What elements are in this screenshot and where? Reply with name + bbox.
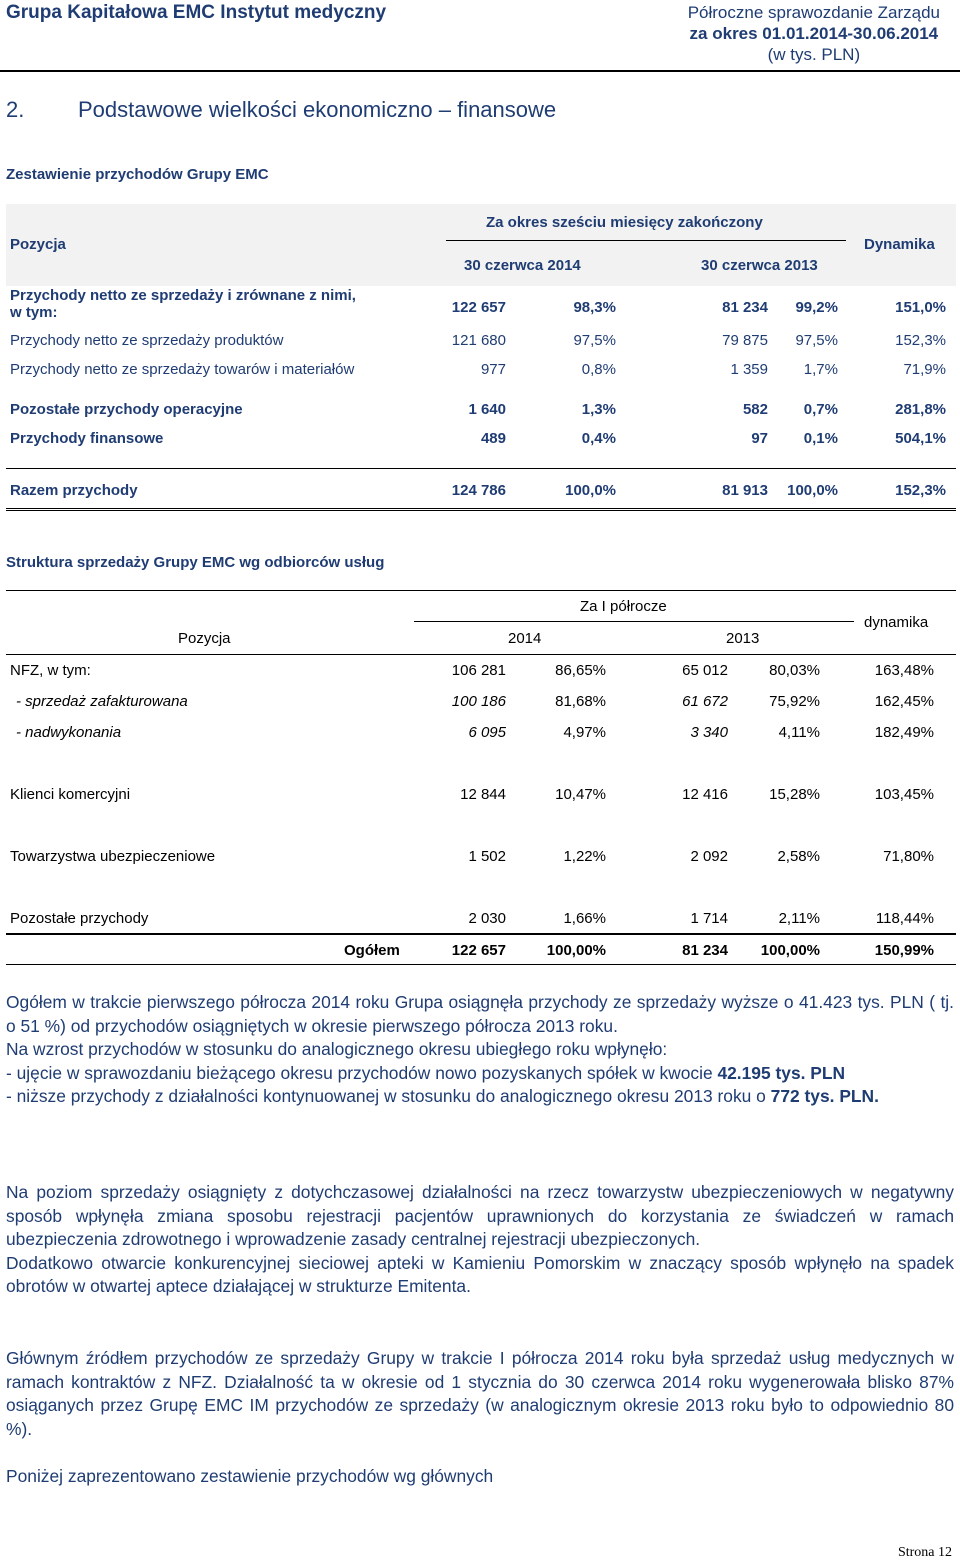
cell-value-2013: 2 092 [690,848,728,865]
cell-pct-2013: 97,5% [795,332,838,349]
cell-pct-2013: 2,11% [778,910,820,927]
table-row-label: Pozostałe przychody [10,910,149,927]
table1-head-rule [446,240,846,241]
header-rule [0,70,960,72]
table-row-label: Towarzystwa ubezpieczeniowe [10,848,216,865]
cell-pct-2014: 4,97% [563,724,606,741]
table2-head-dynamika: dynamika [864,614,929,631]
cell-value-2013: 65 012 [682,662,728,679]
para-text: Ogółem w trakcie pierwszego półrocza 2014 roku Grupa osiągnęła przychody ze sprzedaży wyższe o 41.423 tys. PLN ( tj. o 51 %) od przychodów osiągniętych w okresie pierwszego półrocza 2013 roku. [6,992,954,1036]
cell-pct-2014: 100,0% [565,482,616,499]
cell-pct-2013: 80,03% [769,662,820,679]
cell-pct-2013: 100,00% [760,942,820,959]
table2-head-pozycja: Pozycja [178,630,231,647]
cell-value-2014: 489 [480,430,506,447]
cell-dynamika: 103,45% [874,786,934,803]
cell-value-2013: 12 416 [682,786,728,803]
para-text [6,1062,954,1086]
para-text [6,1085,954,1109]
cell-dynamika: 118,44% [875,910,934,927]
nfz-paragraph [6,1347,954,1441]
table-row-label: Przychody finansowe [10,430,164,447]
cell-dynamika: 71,9% [903,361,946,378]
report-title-line3: (w tys. PLN) [767,45,861,64]
cell-pct-2013: 15,28% [769,786,820,803]
table-row-label: - sprzedaż zafakturowana [16,693,188,710]
cell-value-2013: 81 913 [722,482,768,499]
cell-pct-2014: 0,4% [581,430,616,447]
table-row-label: Przychody netto ze sprzedaży towarów i materiałów [10,361,355,378]
total-top-rule [6,468,956,469]
table2-head-rule [414,621,854,622]
cell-pct-2013: 0,1% [803,430,838,447]
cell-value-2014: 124 786 [451,482,506,499]
report-title-line2: za okres 01.01.2014-30.06.2014 [689,24,939,43]
cell-pct-2014: 1,22% [563,848,606,865]
cell-pct-2013: 100,0% [787,482,838,499]
cell-pct-2014: 97,5% [573,332,616,349]
cell-value-2014: 106 281 [451,662,506,679]
para-bold-amount: 772 tys. PLN. [770,1086,879,1106]
para-text-part: - ujęcie w sprawozdaniu bieżącego okresu przychodów nowo pozyskanych spółek w kwocie [6,1062,718,1083]
cell-value-2013: 582 [742,401,768,418]
cell-dynamika: 71,80% [883,848,934,865]
row-label-line2: w tym: [10,304,58,321]
closing-paragraph [6,1465,954,1489]
cell-pct-2014: 0,8% [581,361,616,378]
para-text: Poniżej zaprezentowano zestawienie przychodów wg głównych [6,1466,494,1486]
cell-value-2013: 97 [751,430,768,447]
cell-value-2014: 12 844 [460,786,506,803]
cell-dynamika: 163,48% [874,662,934,679]
cell-value-2013: 79 875 [722,332,768,349]
section-title: Podstawowe wielkości ekonomiczno – finansowe [78,97,557,122]
cell-dynamika: 162,45% [874,693,934,710]
para-bold-amount: 42.195 tys. PLN [717,1062,846,1083]
table1-head-2014: 30 czerwca 2014 [464,257,581,274]
table1-head-2013: 30 czerwca 2013 [701,257,818,274]
cell-value-2014: 2 030 [468,910,506,927]
table2-head-period: Za I półrocze [580,598,667,615]
table2-head-bottom-rule [6,654,956,655]
cell-value-2014: 100 186 [451,693,506,710]
cell-dynamika: 150,99% [874,942,934,959]
summary-paragraph [6,991,954,1109]
table1-head-dynamika: Dynamika [864,236,935,253]
para-text: Głównym źródłem przychodów ze sprzedaży Grupy w trakcie I półrocza 2014 roku była sprzedaż usług medycznych w ramach kontraktów z NFZ. Działalność ta w okresie od 1 stycznia do 30 czerwca 2014 roku wygenerowała blisko 87% osiąganych przez Grupę EMC IM przychodów ze sprzedaży (w analogicznym okresie 2013 roku było to odpowiednio 80 %). [6,1348,954,1439]
table2-head-2013: 2013 [726,630,760,647]
cell-pct-2014: 98,3% [573,299,616,316]
section-number: 2. [6,97,25,122]
cell-value-2014: 121 680 [451,332,506,349]
cell-value-2014: 6 095 [468,724,506,741]
cell-pct-2013: 75,92% [769,693,820,710]
cell-value-2013: 1 714 [690,910,728,927]
cell-dynamika: 281,8% [895,401,946,418]
company-name: Grupa Kapitałowa EMC Instytut medyczny [6,2,387,23]
table2-caption: Struktura sprzedaży Grupy EMC wg odbiorców usług [6,554,385,571]
insurance-paragraph [6,1181,954,1299]
cell-dynamika: 151,0% [895,299,946,316]
table1-caption: Zestawienie przychodów Grupy EMC [6,166,269,183]
cell-value-2014: 1 640 [468,401,506,418]
cell-pct-2013: 99,2% [795,299,838,316]
report-title [688,2,940,65]
table1-head-period: Za okres sześciu miesięcy zakończony [486,214,763,231]
table-row-label: - nadwykonania [16,724,122,741]
table1-head-pozycja: Pozycja [10,236,66,253]
cell-pct-2014: 1,3% [581,401,616,418]
cell-pct-2013: 4,11% [778,724,820,741]
cell-value-2014: 122 657 [451,942,506,959]
sales-structure-table [6,590,956,970]
cell-pct-2014: 10,47% [555,786,606,803]
page-number: Strona 12 [897,1545,952,1560]
table2-top-rule [6,590,956,591]
cell-value-2013: 1 359 [730,361,768,378]
cell-value-2013: 61 672 [682,693,728,710]
cell-value-2013: 81 234 [722,299,768,316]
total-top-rule [6,933,956,935]
cell-dynamika: 504,1% [895,430,946,447]
cell-dynamika: 152,3% [895,332,946,349]
table-row-label: Przychody netto ze sprzedaży produktów [10,332,284,349]
total-bottom-rule [6,508,956,511]
table-row-label [10,287,356,321]
cell-pct-2014: 81,68% [555,693,606,710]
table-row-label: Razem przychody [10,482,138,499]
cell-value-2014: 977 [480,361,506,378]
table2-head-2014: 2014 [508,630,542,647]
cell-pct-2014: 86,65% [555,662,606,679]
cell-value-2013: 3 340 [690,724,728,741]
table2-bottom-rule [6,964,956,965]
cell-pct-2013: 0,7% [803,401,838,418]
cell-pct-2014: 1,66% [563,910,606,927]
cell-dynamika: 182,49% [874,724,934,741]
table-row-label: Pozostałe przychody operacyjne [10,401,243,418]
revenue-table [6,204,956,524]
para-text: Dodatkowo otwarcie konkurencyjnej sieciowej apteki w Kamieniu Pomorskim w znaczący sposób wpłynęło na spadek obrotów w otwartej aptece działającej w strukturze Emitenta. [6,1252,954,1296]
para-text: Na poziom sprzedaży osiągnięty z dotychczasowej działalności na rzecz towarzystw ubezpieczeniowych w negatywny sposób wpłynęła zmiana sposobu rejestracji pacjentów uprawnionych do korzystania ze świadczeń w ramach ubezpieczenia zdrowotnego i wprowadzenie zasady centralnej rejestracji ubezpieczonych. [6,1182,954,1249]
cell-value-2013: 81 234 [682,942,728,959]
table-row-label: Klienci komercyjni [10,786,131,803]
table-row-label: NFZ, w tym: [10,662,91,679]
cell-value-2014: 122 657 [451,299,506,316]
row-label-line1: Przychody netto ze sprzedaży i zrównane z nimi, [10,287,356,304]
report-title-line1: Półroczne sprawozdanie Zarządu [687,3,940,22]
cell-pct-2013: 2,58% [777,848,820,865]
para-text-part: - niższe przychody z działalności kontynuowanej w stosunku do analogicznego okresu 2013 roku o [6,1086,771,1106]
para-text: Na wzrost przychodów w stosunku do analogicznego okresu ubiegłego roku wpłynęło: [6,1039,668,1059]
table-row-label: Ogółem [344,942,400,959]
cell-pct-2013: 1,7% [803,361,838,378]
cell-value-2014: 1 502 [468,848,506,865]
cell-pct-2014: 100,00% [546,942,606,959]
cell-dynamika: 152,3% [895,482,946,499]
